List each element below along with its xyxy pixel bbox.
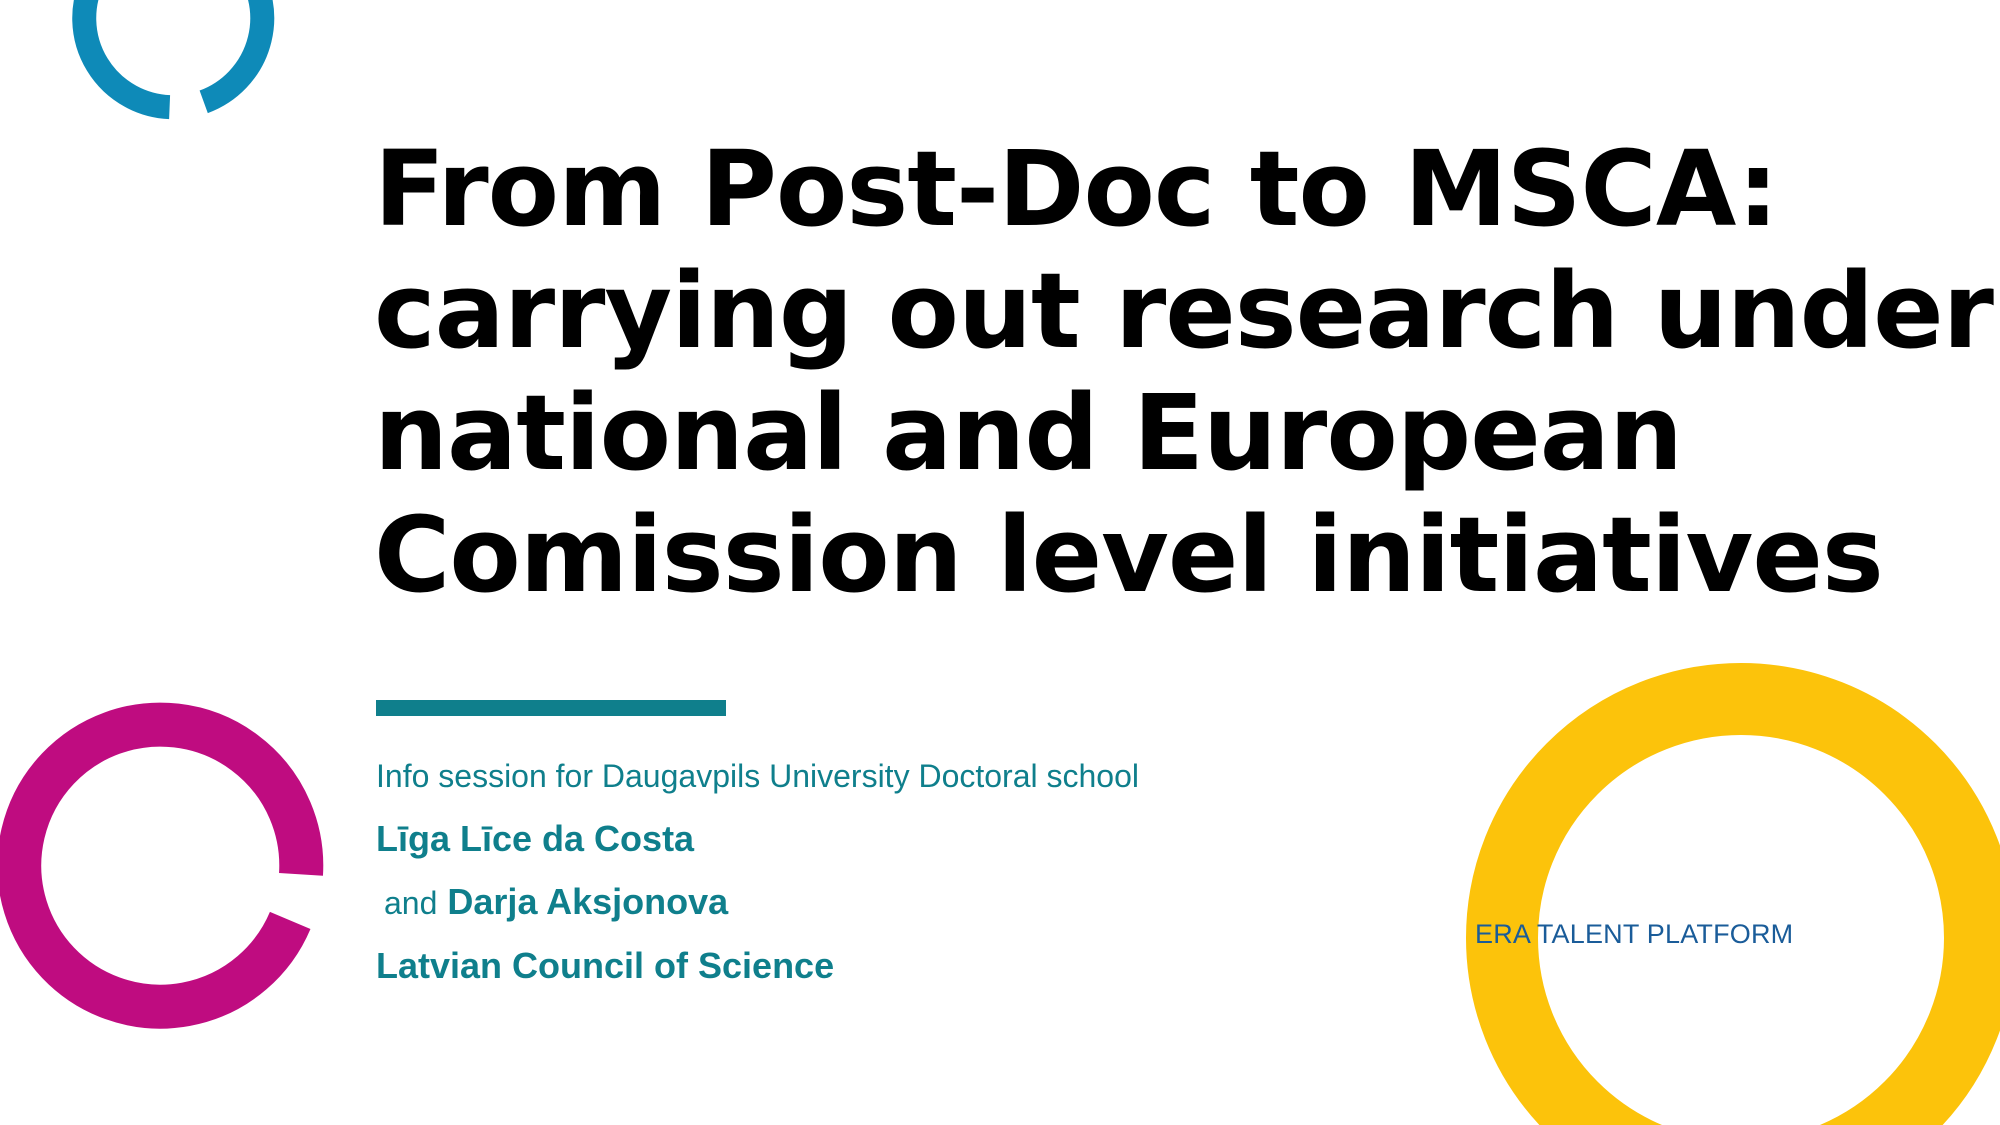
yellow-ring-arc: [1502, 699, 1980, 1125]
session-info: Info session for Daugavpils University Doctoral school: [376, 758, 1139, 794]
accent-divider: [376, 700, 726, 716]
yellow-ring-icon: [1502, 699, 1980, 1125]
title-line-2: carrying out research under: [374, 250, 1993, 372]
magenta-ring-arc: [19, 725, 301, 1007]
presenter-2-name: Darja Aksjonova: [447, 881, 729, 922]
title-line-1: From Post-Doc to MSCA:: [374, 128, 1778, 250]
title-line-3: national and European: [374, 372, 1682, 494]
title-line-4: Comission level initiatives: [374, 494, 1883, 616]
presenter-2-line: [376, 880, 728, 925]
presenter-connector: and: [384, 885, 438, 921]
slide-title: [374, 128, 1993, 616]
presenter-1-name: Līga Līce da Costa: [376, 818, 695, 859]
organization-name: Latvian Council of Science: [376, 945, 835, 986]
blue-ring-icon: [84, 0, 262, 107]
blue-ring-arc: [84, 0, 262, 107]
magenta-ring-icon: [19, 725, 301, 1007]
era-talent-platform-logo-text: ERA TALENT PLATFORM: [1475, 919, 1794, 949]
